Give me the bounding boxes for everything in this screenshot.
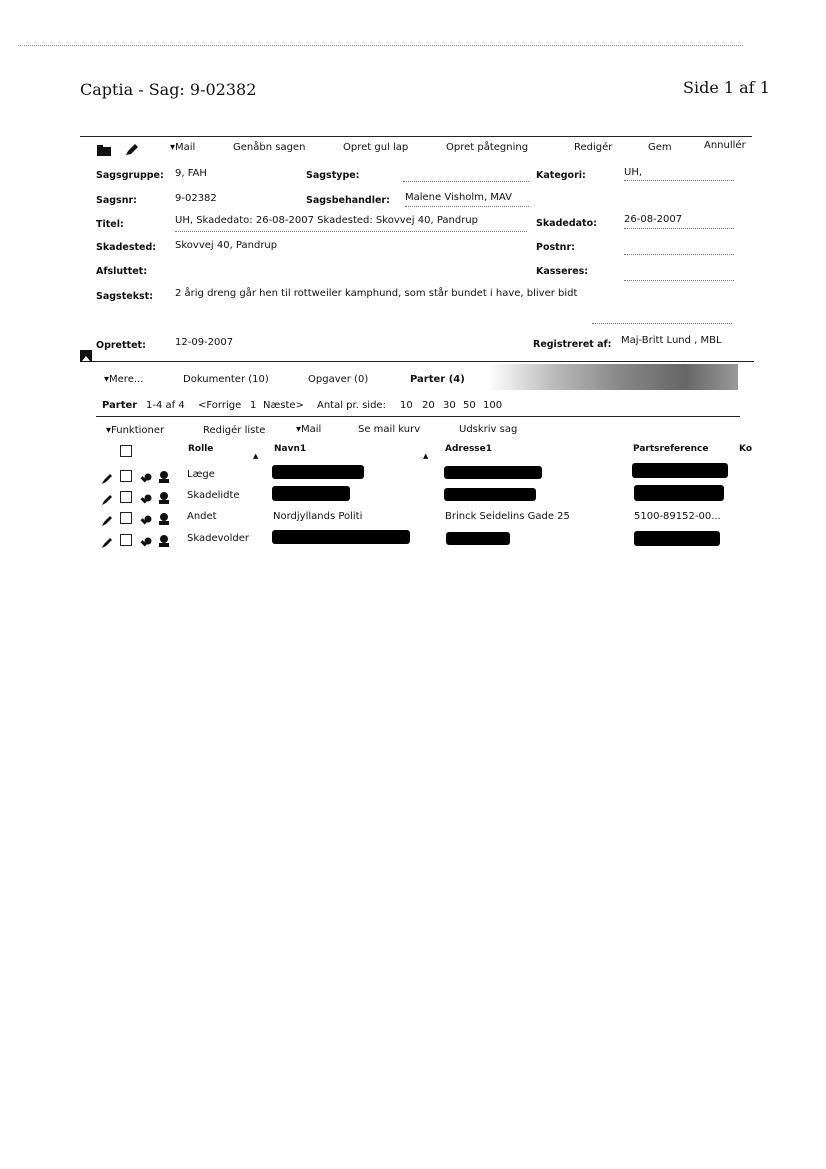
per-page-option-30[interactable]: 30 (443, 400, 456, 411)
save-button[interactable]: Gem (648, 142, 672, 153)
oprettet-value: 12-09-2007 (175, 337, 234, 348)
sagsgruppe-label: Sagsgruppe: (96, 170, 164, 181)
pencil-icon[interactable] (101, 534, 113, 553)
redaction-block (272, 486, 350, 501)
contact-icon[interactable] (157, 469, 171, 488)
sagsnr-label: Sagsnr: (96, 195, 137, 206)
per-page-option-50[interactable]: 50 (463, 400, 476, 411)
sagstekst-label: Sagstekst: (96, 291, 154, 302)
pager-rule (96, 416, 740, 417)
skadedato-value: 26-08-2007 (624, 214, 683, 225)
mail-basket-button[interactable]: Se mail kurv (358, 424, 421, 435)
cell-navn: Nordjyllands Politi (273, 511, 363, 522)
titel-value: UH, Skadedato: 26-08-2007 Skadested: Skovvej 40, Pandrup (175, 215, 479, 226)
titel-label: Titel: (96, 219, 124, 230)
kategori-value: UH, (624, 167, 643, 178)
redaction-block (444, 466, 542, 479)
pencil-icon[interactable] (101, 512, 113, 531)
redaction-block (444, 488, 536, 501)
top-rule (80, 136, 752, 137)
per-page-option-100[interactable]: 100 (483, 400, 503, 411)
select-all-checkbox[interactable] (120, 445, 132, 457)
redaction-block (446, 532, 510, 545)
pencil-icon[interactable] (101, 470, 113, 489)
col-header-navn[interactable]: Navn1 (274, 444, 307, 454)
edit-list-button[interactable]: Redigér liste (203, 425, 266, 436)
col-header-adresse[interactable]: Adresse1 (445, 444, 493, 454)
contact-icon[interactable] (157, 533, 171, 552)
create-endorsement-button[interactable]: Opret påtegning (446, 142, 529, 153)
per-page-option-20[interactable]: 20 (422, 400, 435, 411)
tab-parties[interactable]: Parter (4) (410, 374, 465, 385)
scan-artifact-line (18, 45, 743, 46)
cell-rolle: Skadelidte (187, 490, 240, 501)
col-header-rolle[interactable]: Rolle (188, 444, 214, 454)
skadested-value: Skovvej 40, Pandrup (175, 240, 278, 251)
skadedato-label: Skadedato: (536, 218, 597, 229)
section-rule (92, 361, 754, 362)
pager-prev-link[interactable]: <Forrige (198, 400, 242, 411)
contact-icon[interactable] (157, 490, 171, 509)
mail-menu[interactable]: ▾Mail (170, 142, 196, 153)
pager-label: Parter (102, 400, 138, 411)
cell-adresse: Brinck Seidelins Gade 25 (445, 511, 570, 522)
sagsbehandler-field-line (405, 206, 529, 207)
sagstekst-field-line (592, 323, 732, 324)
sagstekst-value: 2 årig dreng går hen til rottweiler kamphund, som står bundet i have, bliver bidt (175, 288, 578, 299)
cell-rolle: Skadevolder (187, 533, 250, 544)
create-yellow-note-button[interactable]: Opret gul lap (343, 142, 409, 153)
sagsnr-value: 9-02382 (175, 193, 217, 204)
tab-bar (80, 364, 738, 390)
edit-button[interactable]: Redigér (574, 142, 613, 153)
functions-menu[interactable]: ▾Funktioner (106, 425, 165, 436)
sort-arrow-icon[interactable]: ▲ (253, 452, 259, 460)
row-checkbox[interactable] (120, 491, 132, 503)
postnr-field-line (624, 254, 734, 255)
tab-more[interactable]: ▾Mere... (104, 374, 144, 385)
redaction-block (634, 531, 720, 546)
row-checkbox[interactable] (120, 534, 132, 546)
parties-mail-menu[interactable]: ▾Mail (296, 424, 322, 435)
print-page-number: Side 1 af 1 (683, 78, 770, 97)
skadedato-field-line (624, 228, 734, 229)
per-page-label: Antal pr. side: (317, 400, 386, 411)
registreret-label: Registreret af: (533, 339, 612, 350)
key-icon[interactable] (140, 534, 152, 553)
postnr-label: Postnr: (536, 242, 575, 253)
cancel-button[interactable]: Annullér (704, 140, 746, 151)
cell-rolle: Andet (187, 511, 217, 522)
skadested-label: Skadested: (96, 242, 157, 253)
pencil-icon[interactable] (124, 142, 140, 161)
redaction-block (632, 463, 728, 478)
sagsbehandler-value: Malene Visholm, MAV (405, 192, 512, 203)
collapse-toggle[interactable] (80, 350, 92, 362)
col-header-extra[interactable]: Ko (739, 444, 752, 454)
titel-field-line (175, 231, 527, 232)
row-checkbox[interactable] (120, 512, 132, 524)
cell-rolle: Læge (187, 469, 215, 480)
kasseres-field-line (624, 280, 734, 281)
contact-icon[interactable] (157, 511, 171, 530)
per-page-option-10[interactable]: 10 (400, 400, 413, 411)
pager-current-page: 1 (250, 400, 257, 411)
sagsgruppe-value: 9, FAH (175, 168, 207, 179)
key-icon[interactable] (140, 470, 152, 489)
sagstype-field-line (403, 181, 529, 182)
kasseres-label: Kasseres: (536, 266, 589, 277)
oprettet-label: Oprettet: (96, 340, 146, 351)
key-icon[interactable] (140, 491, 152, 510)
reopen-case-button[interactable]: Genåbn sagen (233, 142, 306, 153)
print-title: Captia - Sag: 9-02382 (80, 80, 257, 99)
tab-documents[interactable]: Dokumenter (10) (183, 374, 269, 385)
afsluttet-label: Afsluttet: (96, 266, 148, 277)
pencil-icon[interactable] (101, 491, 113, 510)
cell-reference: 5100-89152-00... (634, 511, 721, 522)
redaction-block (272, 465, 364, 479)
kategori-field-line (624, 180, 734, 181)
key-icon[interactable] (140, 512, 152, 531)
pager-range: 1-4 af 4 (146, 400, 185, 411)
sort-arrow-icon[interactable]: ▲ (423, 452, 429, 460)
registreret-value: Maj-Britt Lund , MBL (621, 335, 722, 346)
col-header-reference[interactable]: Partsreference (633, 444, 709, 454)
tab-tasks[interactable]: Opgaver (0) (308, 374, 369, 385)
row-checkbox[interactable] (120, 470, 132, 482)
sagstype-label: Sagstype: (306, 170, 360, 181)
print-case-button[interactable]: Udskriv sag (459, 424, 518, 435)
redaction-block (272, 530, 410, 544)
sagsbehandler-label: Sagsbehandler: (306, 195, 390, 206)
pager-next-link[interactable]: Næste> (263, 400, 304, 411)
redaction-block (634, 485, 724, 501)
kategori-label: Kategori: (536, 170, 586, 181)
